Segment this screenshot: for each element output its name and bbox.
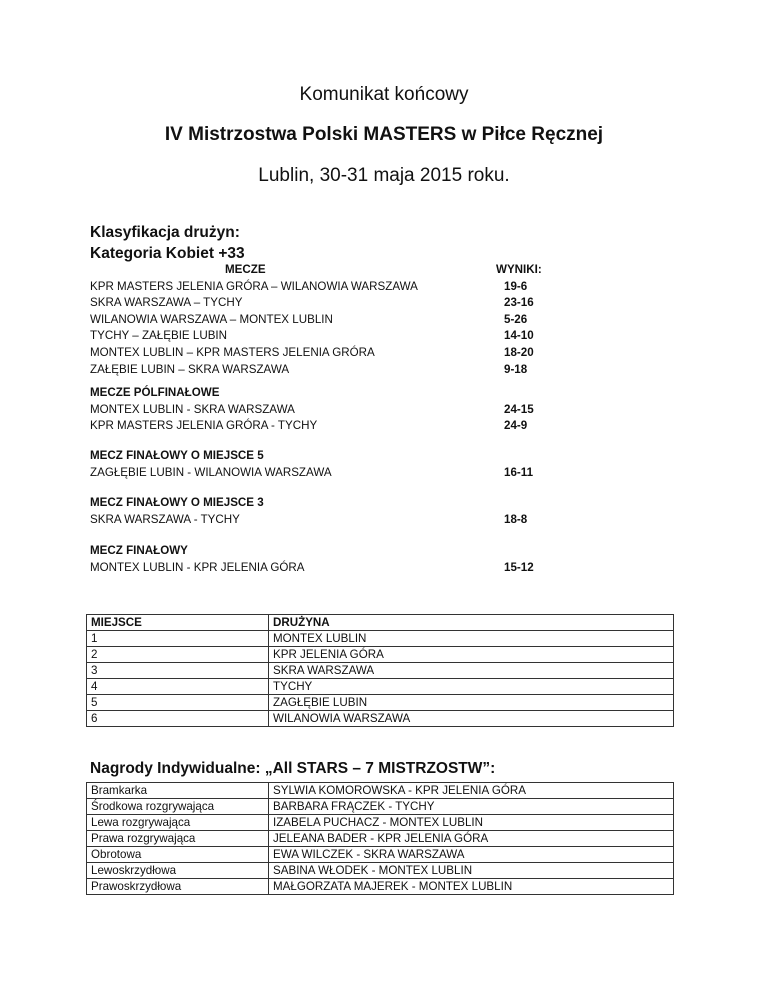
match-teams: MONTEX LUBLIN – KPR MASTERS JELENIA GRÓRA	[90, 345, 375, 359]
place-cell: 6	[87, 711, 269, 727]
place-cell: 3	[87, 663, 269, 679]
match-row	[90, 418, 590, 435]
third-place-label: MECZ FINAŁOWY O MIEJSCE 3	[90, 496, 264, 509]
match-score: 24-15	[504, 402, 534, 416]
classification-heading: Klasyfikacja drużyn:	[90, 224, 240, 241]
table-row	[87, 631, 674, 647]
table-row	[87, 815, 674, 831]
match-score: 23-16	[504, 296, 534, 310]
third-place-block	[90, 495, 590, 528]
position-cell: Prawoskrzydłowa	[87, 879, 269, 895]
match-teams: MONTEX LUBLIN - KPR JELENIA GÓRA	[90, 560, 305, 574]
position-cell: Prawa rozgrywająca	[87, 831, 269, 847]
table-row	[87, 679, 674, 695]
team-cell: TYCHY	[269, 679, 674, 695]
match-teams: KPR MASTERS JELENIA GRÓRA – WILANOWIA WARSZAWA	[90, 279, 418, 293]
match-score: 15-12	[504, 560, 534, 574]
match-score: 9-18	[504, 362, 528, 376]
position-cell: Lewoskrzydłowa	[87, 863, 269, 879]
match-teams: SKRA WARSZAWA - TYCHY	[90, 512, 240, 526]
table-row	[87, 879, 674, 895]
player-cell: IZABELA PUCHACZ - MONTEX LUBLIN	[269, 815, 674, 831]
table-row	[87, 647, 674, 663]
team-column-header: DRUŻYNA	[269, 615, 674, 631]
player-cell: JELEANA BADER - KPR JELENIA GÓRA	[269, 831, 674, 847]
table-row	[87, 831, 674, 847]
position-cell: Obrotowa	[87, 847, 269, 863]
document-title: IV Mistrzostwa Polski MASTERS w Piłce Ręcznej	[164, 124, 604, 145]
table-row	[87, 711, 674, 727]
awards-heading: Nagrody Indywidualne: „All STARS – 7 MISTRZOSTW”:	[90, 760, 496, 777]
match-teams: TYCHY – ZAŁĘBIE LUBIN	[90, 329, 228, 343]
match-teams: ZAGŁĘBIE LUBIN - WILANOWIA WARSZAWA	[90, 465, 332, 479]
place-cell: 2	[87, 647, 269, 663]
place-date: Lublin, 30-31 maja 2015 roku.	[258, 165, 510, 186]
position-cell: Bramkarka	[87, 783, 269, 799]
match-teams: MONTEX LUBLIN - SKRA WARSZAWA	[90, 402, 295, 416]
semifinals-block	[90, 385, 590, 435]
table-row	[87, 847, 674, 863]
position-cell: Lewa rozgrywająca	[87, 815, 269, 831]
match-score: 5-26	[504, 312, 528, 326]
document-kind: Komunikat końcowy	[299, 84, 469, 105]
match-row	[90, 560, 590, 577]
final-label: MECZ FINAŁOWY	[90, 544, 188, 557]
match-score: 24-9	[504, 419, 528, 433]
match-teams: WILANOWIA WARSZAWA – MONTEX LUBLIN	[90, 312, 333, 326]
place-cell: 4	[87, 679, 269, 695]
table-row	[87, 695, 674, 711]
table-header-row	[87, 615, 674, 631]
match-teams: KPR MASTERS JELENIA GRÓRA - TYCHY	[90, 419, 318, 433]
match-score: 18-8	[504, 512, 528, 526]
match-row	[90, 402, 590, 419]
table-row	[87, 663, 674, 679]
player-cell: SYLWIA KOMOROWSKA - KPR JELENIA GÓRA	[269, 783, 674, 799]
match-teams: ZAŁĘBIE LUBIN – SKRA WARSZAWA	[90, 362, 290, 376]
position-cell: Środkowa rozgrywająca	[87, 799, 269, 815]
fifth-place-block	[90, 448, 590, 481]
match-score: 14-10	[504, 329, 534, 343]
place-column-header: MIEJSCE	[87, 615, 269, 631]
table-row	[87, 799, 674, 815]
team-cell: SKRA WARSZAWA	[269, 663, 674, 679]
results-column-header: WYNIKI:	[496, 263, 542, 276]
team-cell: KPR JELENIA GÓRA	[269, 647, 674, 663]
semifinals-label: MECZE PÓLFINAŁOWE	[90, 386, 220, 399]
place-cell: 5	[87, 695, 269, 711]
place-cell: 1	[87, 631, 269, 647]
match-row	[90, 465, 590, 482]
match-row	[90, 512, 590, 529]
team-cell: MONTEX LUBLIN	[269, 631, 674, 647]
matches-column-header: MECZE	[225, 263, 266, 276]
table-row	[87, 863, 674, 879]
player-cell: EWA WILCZEK - SKRA WARSZAWA	[269, 847, 674, 863]
match-score: 19-6	[504, 279, 528, 293]
fifth-place-label: MECZ FINAŁOWY O MIEJSCE 5	[90, 449, 264, 462]
player-cell: SABINA WŁODEK - MONTEX LUBLIN	[269, 863, 674, 879]
player-cell: MAŁGORZATA MAJEREK - MONTEX LUBLIN	[269, 879, 674, 895]
standings-table	[86, 614, 674, 727]
team-cell: ZAGŁĘBIE LUBIN	[269, 695, 674, 711]
match-score: 18-20	[504, 345, 534, 359]
match-teams: SKRA WARSZAWA – TYCHY	[90, 296, 243, 310]
final-block	[90, 543, 590, 576]
player-cell: BARBARA FRĄCZEK - TYCHY	[269, 799, 674, 815]
table-row	[87, 783, 674, 799]
match-score: 16-11	[504, 465, 534, 479]
awards-table	[86, 782, 674, 895]
category-heading: Kategoria Kobiet +33	[90, 245, 245, 262]
team-cell: WILANOWIA WARSZAWA	[269, 711, 674, 727]
